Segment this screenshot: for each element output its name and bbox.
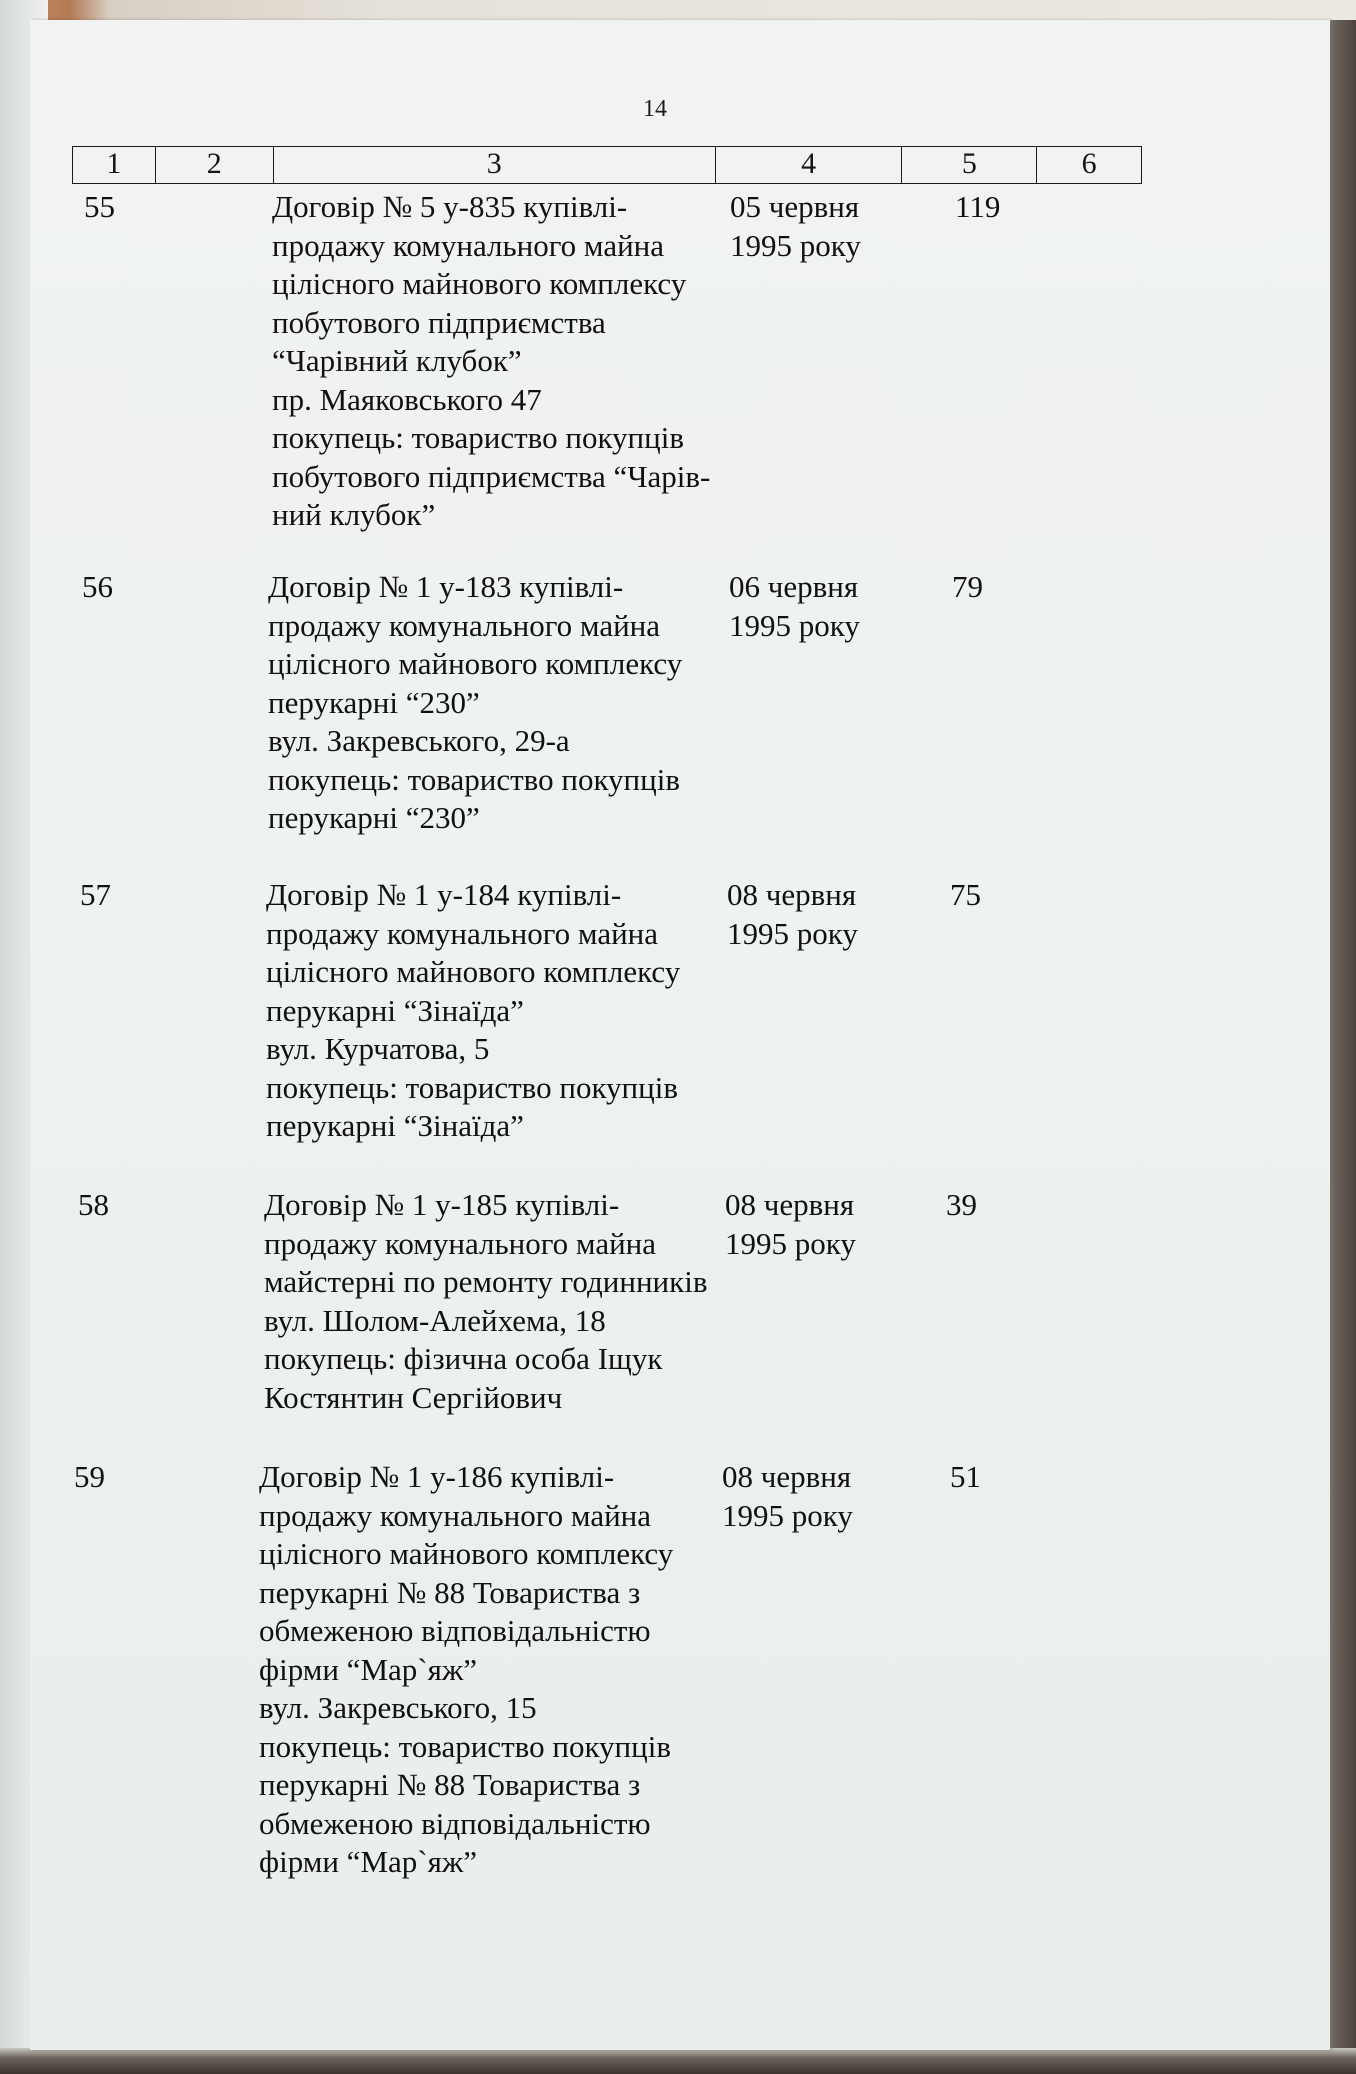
entry-pages: 79 [952,569,983,604]
entry-date: 08 червня 1995 року [725,1187,856,1261]
header-column-2: 2 [156,147,274,183]
entry-col-2 [172,568,272,598]
entry-col-6 [1040,876,1140,906]
entry-pages: 51 [950,1459,981,1494]
entry-description: Договір № 1 у-184 купівлі- продажу комунального майна цілісного майнового комплексу перукарні “Зінаїда” вул. Курчатова, 5 покупець: товариство покупців перукарні “Зінаїда” [266,877,681,1143]
entry-number: 56 [82,569,113,604]
entry-col-2 [164,1458,264,1488]
entry-description: Договір № 5 у-835 купівлі- продажу комунального майна цілісного майнового комплексу побутового підприємства “Чарівний клубок” пр. Маяковського 47 покупець: товариство покупців побутового підприємства “Чарів- ний клубок” [272,189,711,532]
scan-background-bottom [0,2048,1356,2074]
entry-col-2 [170,876,270,906]
entry-pages: 39 [946,1187,977,1222]
entry-col-2 [168,1186,268,1216]
entry-description: Договір № 1 у-185 купівлі- продажу комунального майна майстерні по ремонту годинників вул. Шолом-Алейхема, 18 покупець: фізична особа Іщук Костянтин Сергійович [264,1187,708,1415]
entry-pages: 75 [950,877,981,912]
entry-number: 58 [78,1187,109,1222]
entry-description: Договір № 1 у-186 купівлі- продажу комунального майна цілісного майнового комплексу перукарні № 88 Товариства з обмеженою відповідальністю фірми “Мар`яж” вул. Закревського, 15 покупець: товариство покупців перукарні № 88 Товариства з обмеженою відповідальністю фірми “Мар`яж” [259,1459,674,1879]
header-column-4: 4 [716,147,903,183]
page-number: 14 [643,96,667,122]
entry-number: 57 [80,877,111,912]
entry-col-6 [1042,568,1142,598]
scan-background-right [1326,20,1356,2074]
entry-description: Договір № 1 у-183 купівлі- продажу комунального майна цілісного майнового комплексу перукарні “230” вул. Закревського, 29-а покупець: товариство покупців перукарні “230” [268,569,683,835]
entry-col-6 [1038,1186,1138,1216]
entry-date: 08 червня 1995 року [722,1459,853,1533]
entry-number: 55 [84,189,115,224]
entry-col-6 [1034,1458,1134,1488]
header-column-3: 3 [274,147,716,183]
header-column-6: 6 [1081,147,1097,180]
header-column-5: 5 [902,147,1037,183]
entry-date: 05 червня 1995 року [730,189,861,263]
entry-date: 08 червня 1995 року [727,877,858,951]
entry-pages: 119 [955,189,1001,224]
table-header-row [72,146,1142,184]
entry-col-6 [1044,188,1144,218]
entry-number: 59 [74,1459,105,1494]
entry-col-2 [174,188,274,218]
entry-date: 06 червня 1995 року [729,569,860,643]
header-column-1: 1 [73,147,156,183]
